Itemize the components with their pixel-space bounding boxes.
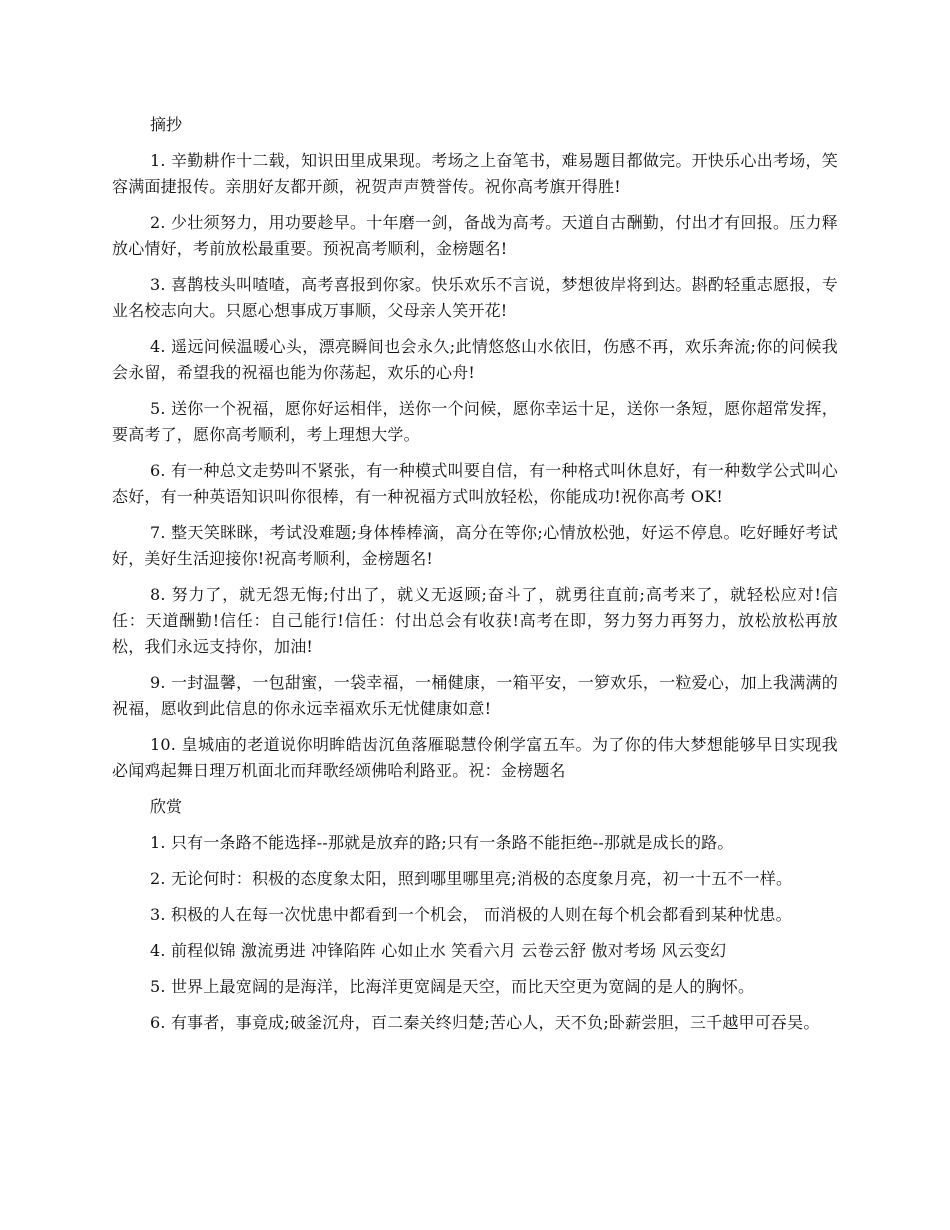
appreciation-item-1: 1. 只有一条路不能选择--那就是放弃的路;只有一条路不能拒绝--那就是成长的路。 — [150, 833, 734, 852]
excerpt-item-3: 3. 喜鹊枝头叫喳喳，高考喜报到你家。快乐欢乐不言说，梦想彼岸将到达。斟酌轻重志愿报，专业名校志向大。只愿心想事成万事顺，父母亲人笑开花! — [112, 275, 838, 320]
excerpt-item-5: 5. 送你一个祝福，愿你好运相伴，送你一个问候，愿你幸运十足，送你一条短，愿你超常发挥，要高考了，愿你高考顺利，考上理想大学。 — [112, 399, 838, 444]
excerpt-item-7: 7. 整天笑眯眯，考试没难题;身体棒棒滴，高分在等你;心情放松弛，好运不停息。吃好睡好考试好，美好生活迎接你!祝高考顺利，金榜题名! — [112, 523, 838, 568]
excerpt-item-8: 8. 努力了，就无怨无悔;付出了，就义无返顾;奋斗了，就勇往直前;高考来了，就轻松应对!信任：天道酬勤!信任：自己能行!信任：付出总会有收获!高考在即，努力努力再努力，放松放松再放松，我们永远支持你，加油! — [112, 585, 838, 656]
appreciation-item-2: 2. 无论何时：积极的态度象太阳，照到哪里哪里亮;消极的态度象月亮，初一十五不一样。 — [150, 869, 793, 888]
excerpt-item-1: 1. 辛勤耕作十二载，知识田里成果现。考场之上奋笔书，难易题目都做完。开快乐心出考场，笑容满面捷报传。亲朋好友都开颜，祝贺声声赞誉传。祝你高考旗开得胜! — [112, 151, 838, 196]
appreciation-item-3: 3. 积极的人在每一次忧患中都看到一个机会， 而消极的人则在每个机会都看到某种忧患。 — [150, 905, 792, 924]
document-page — [112, 112, 838, 1046]
excerpt-item-9: 9. 一封温馨，一包甜蜜，一袋幸福，一桶健康，一箱平安，一箩欢乐，一粒爱心，加上我满满的祝福，愿收到此信息的你永远幸福欢乐无忧健康如意! — [112, 673, 838, 718]
section-excerpts — [112, 112, 838, 784]
appreciation-item-6: 6. 有事者，事竟成;破釜沉舟，百二秦关终归楚;苦心人，天不负;卧薪尝胆，三千越甲可吞吴。 — [150, 1013, 820, 1032]
appreciation-item-4: 4. 前程似锦 激流勇进 冲锋陷阵 心如止水 笑看六月 云卷云舒 傲对考场 风云变幻 — [150, 941, 727, 960]
excerpt-item-10: 10. 皇城庙的老道说你明眸皓齿沉鱼落雁聪慧伶俐学富五车。为了你的伟大梦想能够早日实现我必闻鸡起舞日理万机面北而拜歌经颂佛哈利路亚。祝：金榜题名 — [112, 735, 838, 780]
appreciation-item-5: 5. 世界上最宽阔的是海洋，比海洋更宽阔是天空，而比天空更为宽阔的是人的胸怀。 — [150, 977, 755, 996]
excerpt-item-6: 6. 有一种总文走势叫不紧张，有一种模式叫要自信，有一种格式叫休息好，有一种数学公式叫心态好，有一种英语知识叫你很棒，有一种祝福方式叫放轻松，你能成功!祝你高考 OK! — [112, 461, 838, 506]
section-heading: 摘抄 — [150, 115, 183, 134]
section-heading: 欣赏 — [150, 797, 183, 816]
excerpt-item-4: 4. 遥远问候温暖心头，漂亮瞬间也会永久;此情悠悠山水依旧，伤感不再，欢乐奔流;你的问候我会永留，希望我的祝福也能为你荡起，欢乐的心舟! — [112, 337, 838, 382]
section-appreciation — [112, 794, 838, 1036]
excerpt-item-2: 2. 少壮须努力，用功要趁早。十年磨一剑，备战为高考。天道自古酬勤，付出才有回报。压力释放心情好，考前放松最重要。预祝高考顺利，金榜题名! — [112, 213, 838, 258]
